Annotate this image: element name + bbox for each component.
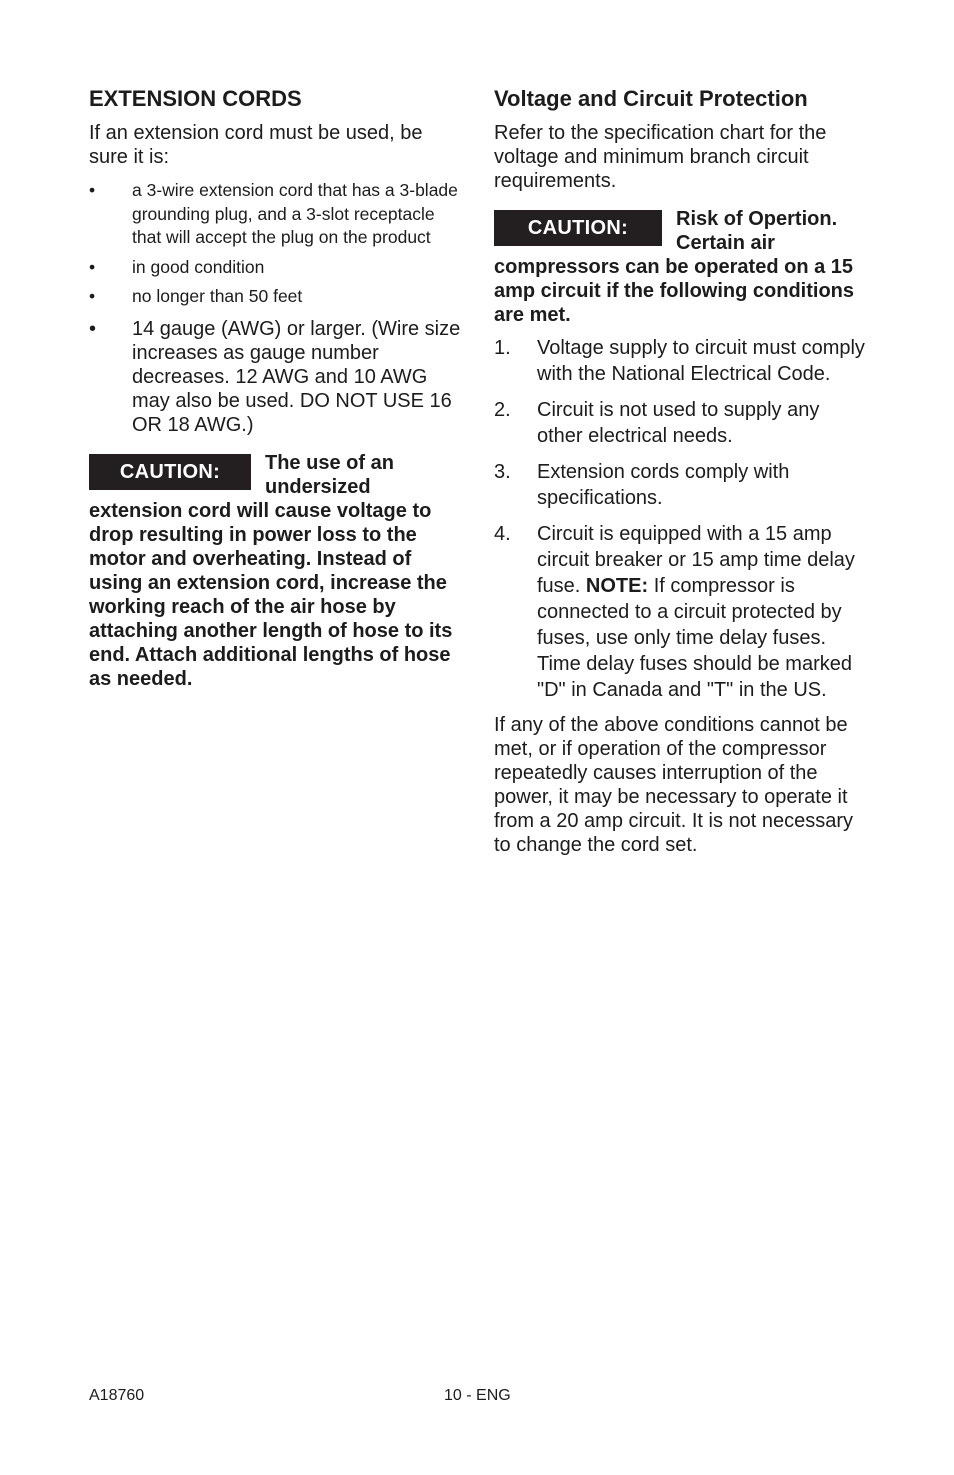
list-item-number: 4. <box>494 523 511 545</box>
list-item <box>89 179 463 250</box>
list-item <box>494 397 866 449</box>
list-item <box>89 317 463 437</box>
list-item-text: Voltage supply to circuit must comply with the National Electrical Code. <box>537 337 865 385</box>
section-heading-voltage: Voltage and Circuit Protection <box>494 86 808 111</box>
list-item <box>494 335 866 387</box>
caution-notice-extension-cord <box>89 451 463 691</box>
list-item-number: 1. <box>494 337 511 359</box>
extension-cords-intro: If an extension cord must be used, be sure it is: <box>89 122 423 168</box>
list-item <box>494 459 866 511</box>
caution-text: The use of an undersized extension cord will cause voltage to drop resulting in power loss to the motor and overheating. Instead of using an extension cord, increase the working reach of the air hose by attaching another length of hose to its end. Attach additional lengths of hose as needed. <box>89 451 453 690</box>
caution-badge: CAUTION: <box>494 210 662 246</box>
note-label: NOTE: <box>585 575 649 597</box>
right-column <box>494 84 866 857</box>
bullet-icon: • <box>89 286 96 306</box>
page-number: 10 - ENG <box>444 1387 511 1404</box>
bullet-icon: • <box>89 180 96 200</box>
caution-notice-circuit <box>494 207 866 327</box>
list-item <box>89 285 463 309</box>
document-code: A18760 <box>89 1387 145 1404</box>
list-item-text: in good condition <box>132 256 265 277</box>
list-item-text: 14 gauge (AWG) or larger. (Wire size increases as gauge number decreases. 12 AWG and 10 AWG may also be used. DO NOT USE 16 OR 18 AWG.) <box>132 317 461 436</box>
bullet-icon: • <box>89 256 96 277</box>
list-item <box>494 521 866 703</box>
caution-badge: CAUTION: <box>89 454 251 490</box>
section-heading-extension-cords: EXTENSION CORDS <box>89 86 302 111</box>
requirements-list <box>89 179 463 437</box>
list-item-number: 3. <box>494 461 511 483</box>
bullet-icon: • <box>89 317 97 340</box>
left-column <box>89 84 463 691</box>
caution-text: Risk of Opertion. Certain air compressors can be operated on a 15 amp circuit if the following conditions are met. <box>494 208 854 326</box>
list-item <box>89 256 463 280</box>
voltage-intro: Refer to the specification chart for the voltage and minimum branch circuit requirements. <box>494 122 827 192</box>
list-item-text-before: Circuit is equipped with a 15 amp circuit breaker or 15 amp time delay fuse. <box>537 523 855 597</box>
list-item-text: Circuit is not used to supply any other electrical needs. <box>537 399 820 447</box>
closing-paragraph: If any of the above conditions cannot be met, or if operation of the compressor repeatedly causes interruption of the power, it may be necessary to operate it from a 20 amp circuit. It is not necessary to change the cord set. <box>494 714 854 856</box>
list-item-text: no longer than 50 feet <box>132 286 303 306</box>
list-item-text-after: If compressor is connected to a circuit protected by fuses, use only time delay fuses. Time delay fuses should be marked "D" in Canada and "T" in the US. <box>537 575 852 701</box>
list-item-text: a 3-wire extension cord that has a 3-blade grounding plug, and a 3-slot receptacle that will accept the plug on the product <box>132 180 458 247</box>
list-item-number: 2. <box>494 399 511 421</box>
conditions-list <box>494 335 866 703</box>
list-item-text: Extension cords comply with specifications. <box>537 461 790 509</box>
